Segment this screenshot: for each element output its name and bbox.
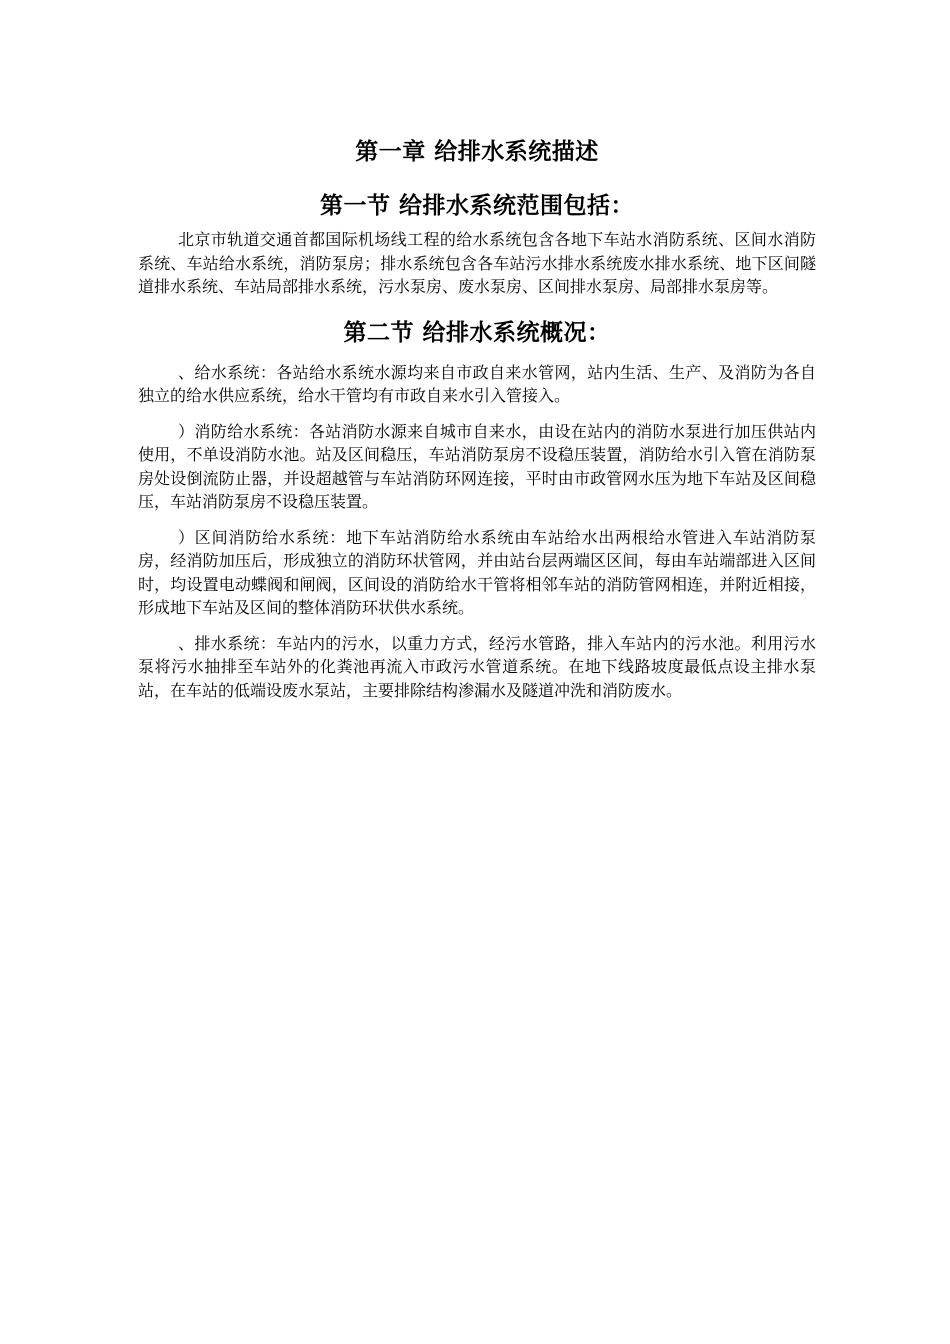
- paragraph-tunnel-fire-water-supply: ）区间消防给水系统：地下车站消防给水系统由车站给水出两根给水管进入车站消防泵房，经消防加压后，形成独立的消防环状管网，并由站台层两端区区间，每由车站端部进入区间时，均设置电动蝶阀和闸阀，区间设的消防给水干管将相邻车站的消防管网相连，并附近相接，形成地下车站及区间的整体消防环状供水系统。: [138, 527, 816, 617]
- document-body: [138, 132, 816, 714]
- paragraph-scope: 北京市轨道交通首都国际机场线工程的给水系统包含各地下车站水消防系统、区间水消防系统、车站给水系统，消防泵房；排水系统包含各车站污水排水系统废水排水系统、地下区间隧道排水系统、车站局部排水系统，污水泵房、废水泵房、区间排水泵房、局部排水泵房等。: [138, 230, 816, 296]
- chapter-title: 第一章 给排水系统描述: [355, 139, 599, 165]
- paragraph-drainage: 、排水系统：车站内的污水，以重力方式，经污水管路，排入车站内的污水池。利用污水泵将污水抽排至车站外的化粪池再流入市政污水管道系统。在地下线路坡度最低点设主排水泵站，在车站的低端设废水泵站，主要排除结构渗漏水及隧道冲洗和消防废水。: [138, 633, 816, 700]
- section-title-overview: 第二节 给排水系统概况：: [343, 319, 611, 346]
- section-title-scope: 第一节 给排水系统范围包括：: [319, 193, 634, 219]
- paragraph-water-supply: 、给水系统：各站给水系统水源均来自市政自来水管网，站内生活、生产、及消防为各自独立的给水供应系统，给水干管均有市政自来水引入管接入。: [138, 362, 816, 405]
- paragraph-fire-water-supply: ）消防给水系统：各站消防水源来自城市自来水，由设在站内的消防水泵进行加压供站内使用，不单设消防水池。站及区间稳压，车站消防泵房不设稳压装置，消防给水引入管在消防泵房处设倒流防止器，并设超越管与车站消防环网连接，平时由市政管网水压为地下车站及区间稳压，车站消防泵房不设稳压装置。: [138, 421, 816, 511]
